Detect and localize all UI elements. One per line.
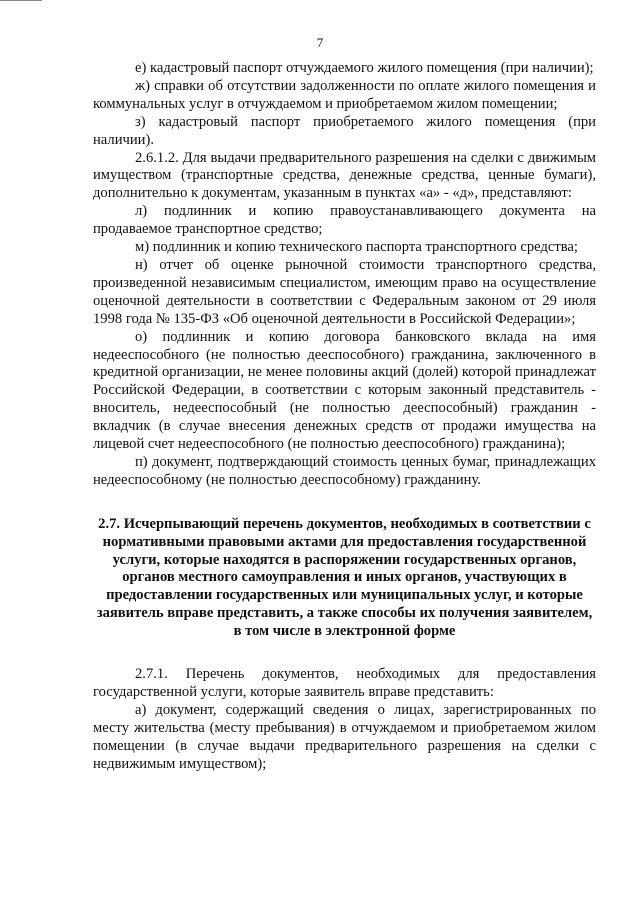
paragraph-2-7-1: 2.7.1. Перечень документов, необходимых для предоставления государственной услуги, которые заявитель вправе представить:: [93, 666, 596, 700]
scan-edge-mark: [0, 0, 42, 1]
paragraph-item-n: н) отчет об оценке рыночной стоимости транспортного средства, произведенной независимым специалистом, имеющим право на осуществление оценочной деятельности в соответствии с Федеральным законом от 29 июля 1998 года № 135-ФЗ «Об оценочной деятельности в Российской Федерации»;: [93, 256, 596, 327]
document-body: [93, 60, 596, 774]
paragraph-item-l: л) подлинник и копию правоустанавливающего документа на продаваемое транспортное средство;: [93, 203, 596, 238]
section-heading-text: 2.7. Исчерпывающий перечень документов, необходимых в соответствии с нормативными правовыми актами для предоставления государственной услуги, которые находятся в распоряжении государственных органов, органов местного самоуправления и иных органов, участвующих в предоставлении государственных или муниципальных услуг, и которые заявитель вправе представить, а также способы их получения заявителем, в том числе в электронной форме: [96, 515, 593, 640]
paragraph-item-p: п) документ, подтверждающий стоимость ценных бумаг, принадлежащих недееспособному (не полностью дееспособному) гражданину.: [93, 453, 596, 488]
page-number: 7: [316, 35, 324, 50]
paragraph-item-o: о) подлинник и копию договора банковского вклада на имя недееспособного (не полностью дееспособного) гражданина, заключенного в кредитной организации, не менее половины акций (долей) которой принадлежат Российской Федерации, в соответствии с которым законный представитель - вноситель, недееспособный (не полностью дееспособный) гражданин - вкладчик (в случае внесения денежных средств от продажи имущества на лицевой счет недееспособного (не полностью дееспособного) гражданина);: [93, 328, 596, 453]
paragraph-2-6-1-2: 2.6.1.2. Для выдачи предварительного разрешения на сделки с движимым имуществом (транспортные средства, денежные средства, ценные бумаги), дополнительно к документам, указанным в пунктах «а» - «д», представляют:: [93, 149, 596, 202]
paragraph-item-m: м) подлинник и копию технического паспорта транспортного средства;: [135, 239, 578, 256]
section-heading-2-7: [93, 516, 596, 641]
paragraph-item-e: е) кадастровый паспорт отчуждаемого жилого помещения (при наличии);: [135, 60, 594, 76]
paragraph-item-zh: ж) справки об отсутствии задолженности по оплате жилого помещения и коммунальных услуг в отчуждаемом и приобретаемом жилом помещении;: [93, 77, 596, 112]
paragraph-item-a: а) документ, содержащий сведения о лицах, зарегистрированных по месту жительства (месту пребывания) в отчуждаемом и приобретаемом жилом помещении (в случае выдачи предварительного разрешения на сделки с недвижимым имуществом);: [93, 701, 596, 772]
paragraph-item-z: з) кадастровый паспорт приобретаемого жилого помещения (при наличии).: [93, 113, 596, 148]
